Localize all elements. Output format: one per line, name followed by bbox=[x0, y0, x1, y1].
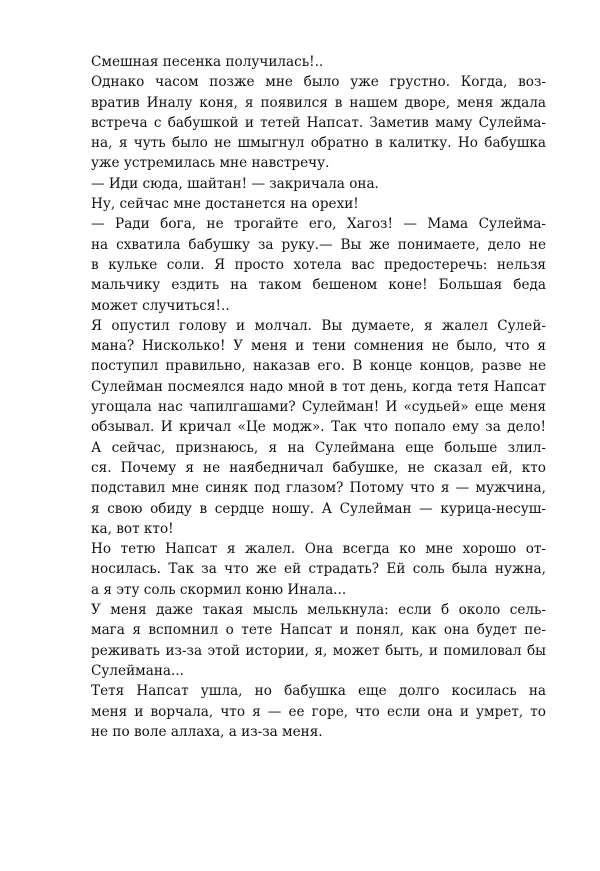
text-line: У меня даже такая мысль мелькнула: если б около сель- bbox=[91, 602, 546, 619]
text-line: встреча с бабушкой и тетей Напсат. Заметив маму Сулейма- bbox=[91, 114, 546, 131]
text-line: — Иди сюда, шайтан! — закричала она. bbox=[91, 175, 379, 192]
text-line: Я опустил голову и молчал. Вы думаете, я жалел Сулей- bbox=[91, 317, 546, 334]
text-line: а я эту соль скормил коню Инала... bbox=[91, 581, 347, 598]
page-text bbox=[91, 52, 546, 742]
text-line: Однако часом позже мне было уже грустно. Когда, воз- bbox=[91, 74, 546, 91]
text-line: Но тетю Напсат я жалел. Она всегда ко мне хорошо от- bbox=[91, 541, 546, 558]
text-line: Ну, сейчас мне достанется на орехи! bbox=[91, 196, 359, 213]
text-line: Сулейман посмеялся надо мной в тот день, когда тетя Напсат bbox=[91, 378, 546, 395]
text-line: может случиться!.. bbox=[91, 297, 230, 314]
text-line: носилась. Так за что же ей страдать? Ей соль была нужна, bbox=[91, 561, 546, 578]
text-line: уже устремилась мне навстречу. bbox=[91, 155, 330, 172]
text-line: обзывал. И кричал «Це модж». Так что попало ему за дело! bbox=[91, 419, 546, 436]
text-line: Смешная песенка получилась!.. bbox=[91, 54, 324, 70]
text-line: ся. Почему я не наябедничал бабушке, не сказал ей, кто bbox=[91, 459, 546, 476]
text-line: в кульке соли. Я просто хотела вас предостеречь: нельзя bbox=[91, 256, 546, 273]
text-line: мана? Нисколько! У меня и тени сомнения не было, что я bbox=[91, 338, 546, 355]
text-line: поступил правильно, наказав его. В конце концов, разве не bbox=[91, 358, 546, 375]
text-line: угощала нас чапилгашами? Сулейман! И «судьей» еще меня bbox=[91, 399, 546, 416]
text-line: на схватила бабушку за руку.— Вы же понимаете, дело не bbox=[91, 236, 546, 253]
text-line: Сулеймана... bbox=[91, 662, 184, 679]
text-line: вратив Иналу коня, я появился в нашем дворе, меня ждала bbox=[91, 94, 546, 111]
text-line: не по воле аллаха, а из-за меня. bbox=[91, 723, 323, 740]
text-line: реживать из-за этой истории, я, может быть, и помиловал бы bbox=[91, 642, 546, 659]
text-line: я свою обиду в сердце ношу. А Сулейман — курица-несуш- bbox=[91, 500, 546, 517]
text-line: мага я вспомнил о тете Напсат и понял, как она будет пе- bbox=[91, 622, 546, 639]
text-line: мальчику ездить на таком бешеном коне! Большая беда bbox=[91, 277, 546, 294]
text-line: А сейчас, признаюсь, я на Сулеймана еще больше злил- bbox=[91, 439, 546, 456]
text-line: на, я чуть было не шмыгнул обратно в калитку. Но бабушка bbox=[91, 135, 546, 152]
text-line: ка, вот кто! bbox=[91, 520, 174, 537]
text-line: Тетя Напсат ушла, но бабушка еще долго косилась на bbox=[91, 683, 546, 700]
text-line: подставил мне синяк под глазом? Потому что я — мужчина, bbox=[91, 480, 546, 497]
text-line: — Ради бога, не трогайте его, Хагоз! — Мама Сулейма- bbox=[91, 216, 546, 233]
text-line: меня и ворчала, что я — ее горе, что если она и умрет, то bbox=[91, 703, 546, 720]
